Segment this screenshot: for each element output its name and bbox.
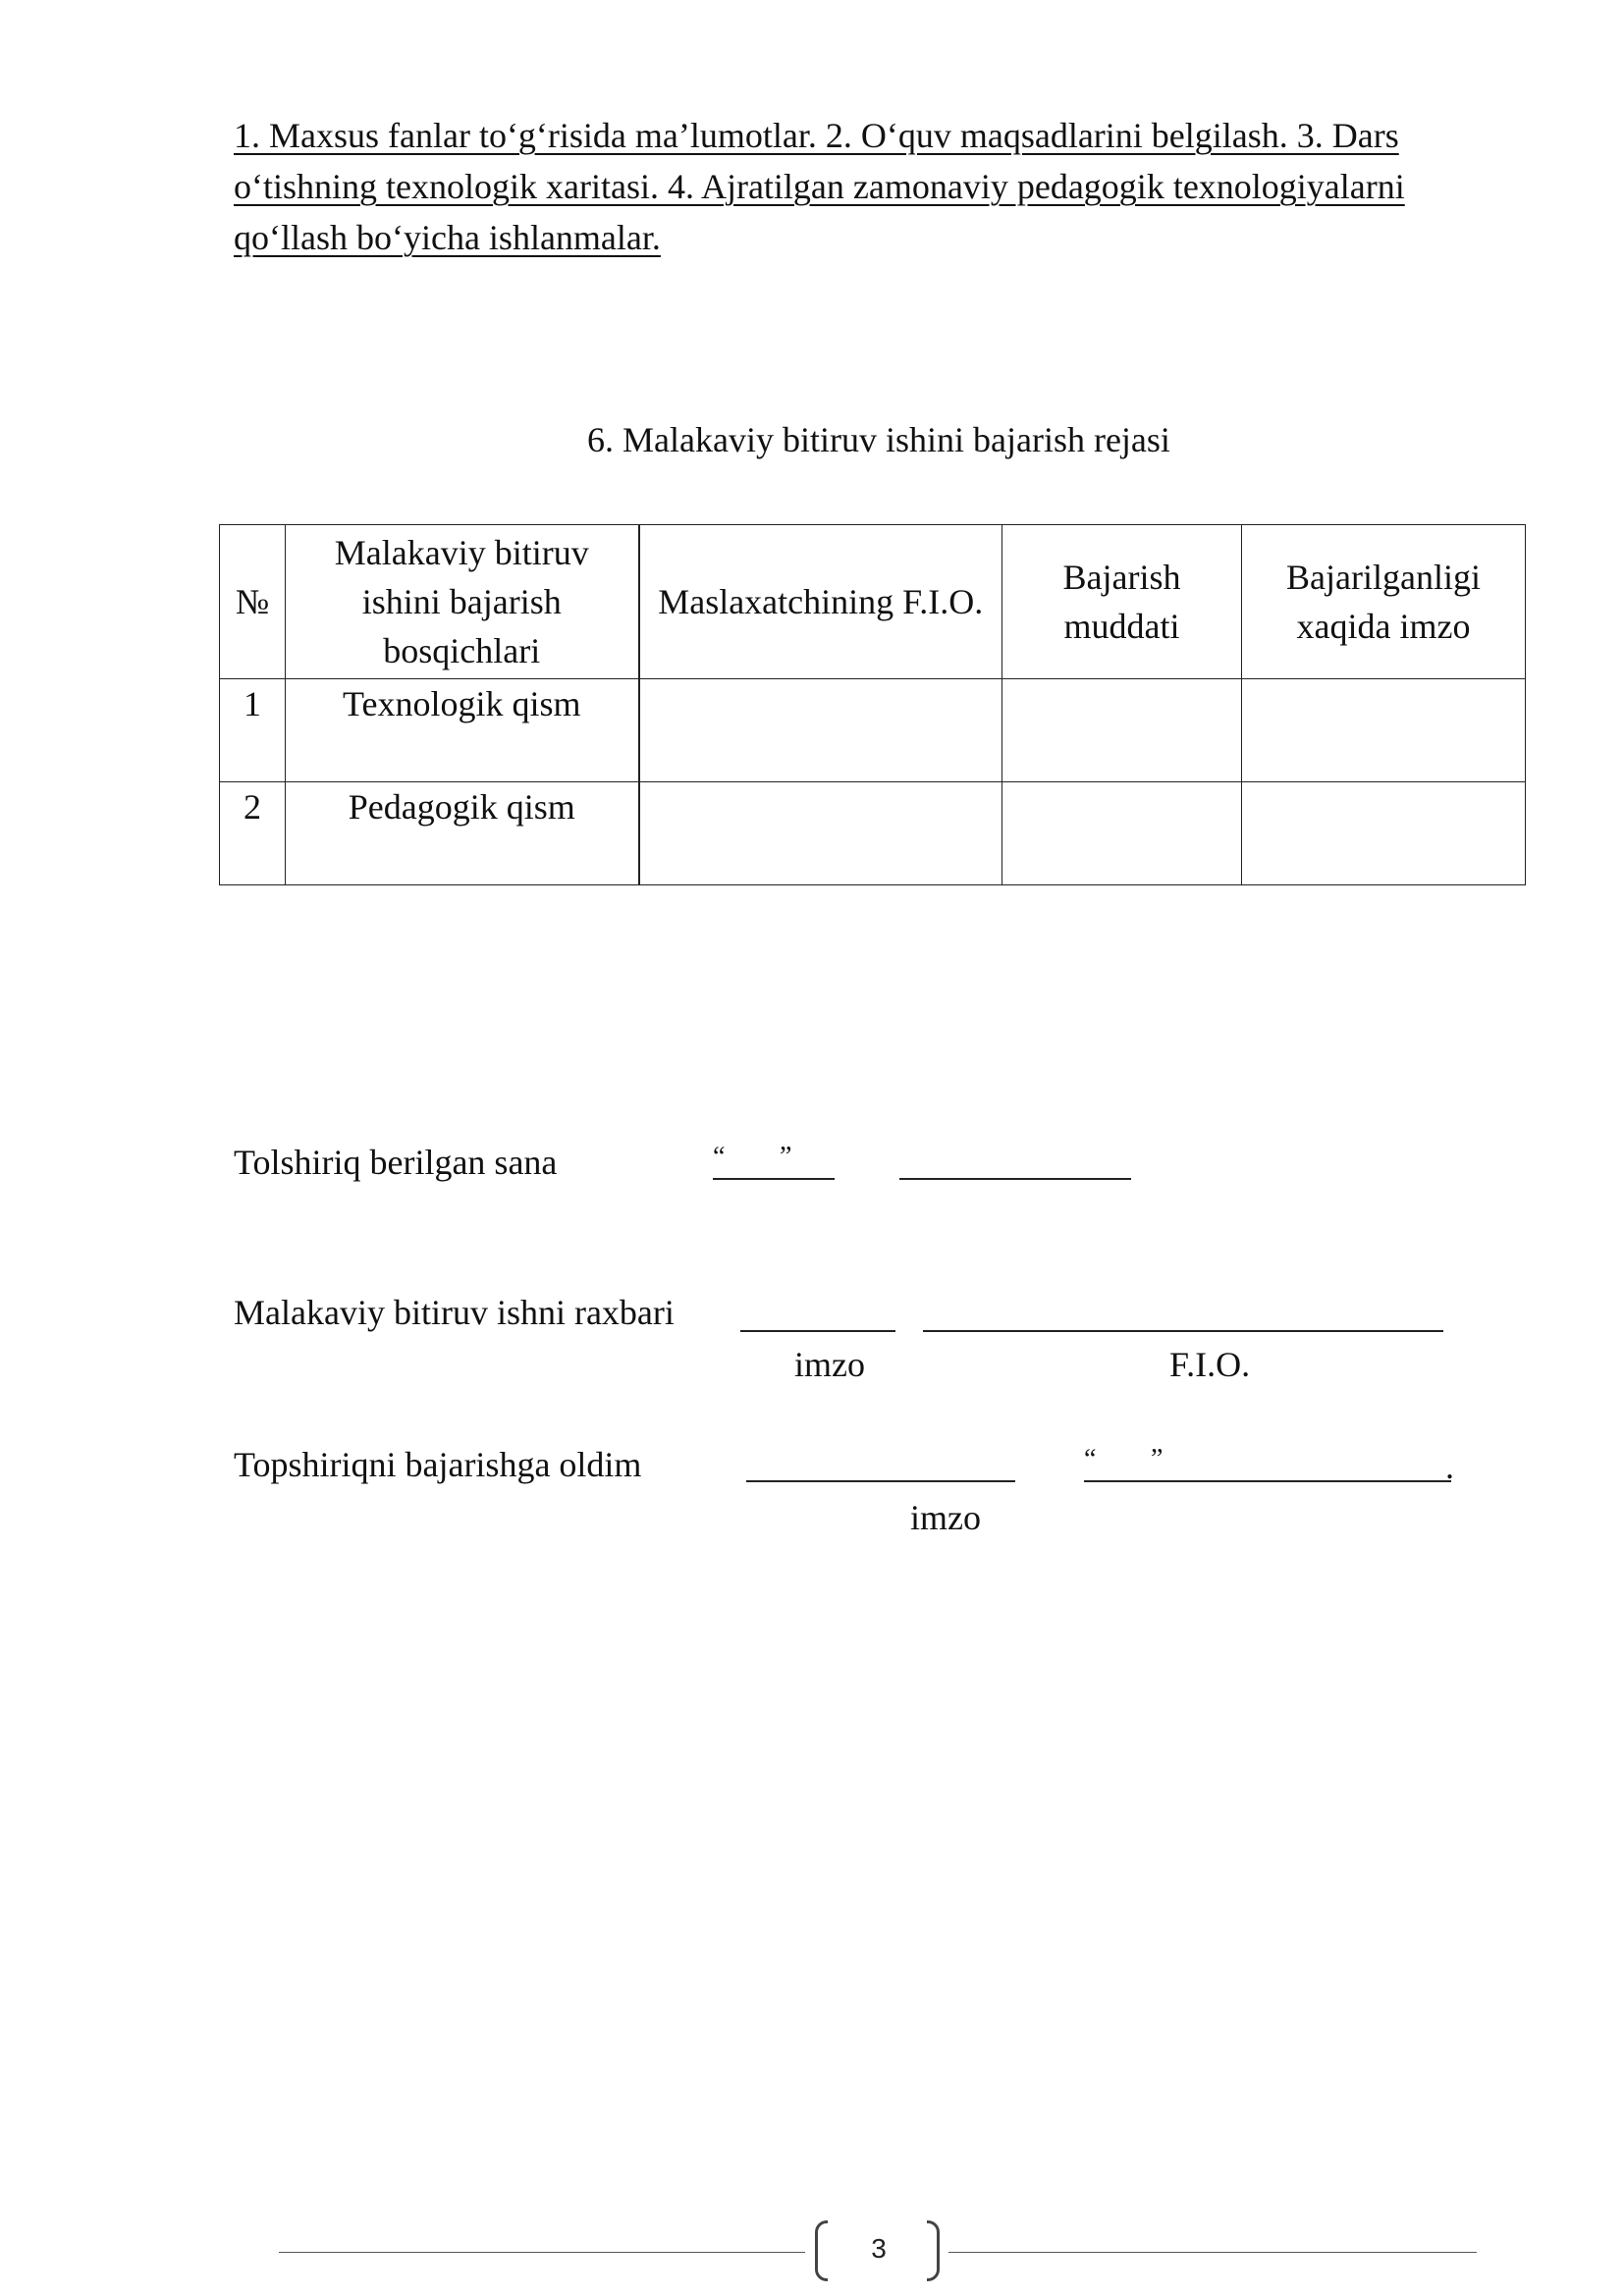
supervisor-name-caption: F.I.O. <box>1168 1345 1251 1384</box>
row-number: 1 <box>220 679 286 782</box>
accepted-label: Topshiriqni bajarishga oldim <box>234 1445 642 1484</box>
row-signature-cell[interactable] <box>1242 679 1526 782</box>
row-deadline-cell[interactable] <box>1002 782 1242 885</box>
issued-date-close-quote: ” <box>780 1142 792 1172</box>
row-stage: Texnologik qism <box>286 679 639 782</box>
supervisor-signature-line[interactable] <box>740 1330 895 1332</box>
issued-date-open-quote: “ <box>713 1142 726 1172</box>
supervisor-name-line[interactable] <box>923 1330 1443 1332</box>
footer-right-rule <box>948 2252 1477 2253</box>
intro-paragraph: 1. Maxsus fanlar to‘g‘risida ma’lumotlar. 2. O‘quv maqsadlarini belgilash. 3. Dars o‘tishning texnologik xaritasi. 4. Ajratilgan zamonaviy pedagogik texnologiyalarni qo‘llash bo‘yicha ishlanmalar. <box>234 116 1405 257</box>
row-advisor-cell[interactable] <box>639 782 1002 885</box>
plan-table <box>219 524 1526 885</box>
section-title: 6. Malakaviy bitiruv ishini bajarish rejasi <box>587 420 1170 459</box>
page-number-right-bracket-icon <box>927 2220 940 2281</box>
accepted-date-line[interactable] <box>1084 1480 1451 1482</box>
footer-left-rule <box>279 2252 805 2253</box>
issued-date-label: Tolshiriq berilgan sana <box>234 1143 558 1182</box>
page-number-left-bracket-icon <box>815 2220 828 2281</box>
header-advisor: Maslaxatchining F.I.O. <box>639 525 1002 679</box>
accepted-signature-caption: imzo <box>910 1498 981 1537</box>
header-signature: Bajarilganligi xaqida imzo <box>1242 525 1526 679</box>
supervisor-signature-caption: imzo <box>794 1345 865 1384</box>
issued-date-day-line[interactable] <box>713 1178 835 1180</box>
header-stages: Malakaviy bitiruv ishini bajarish bosqichlari <box>286 525 639 679</box>
row-stage: Pedagogik qism <box>286 782 639 885</box>
row-deadline-cell[interactable] <box>1002 679 1242 782</box>
row-signature-cell[interactable] <box>1242 782 1526 885</box>
accepted-signature-line[interactable] <box>746 1480 1015 1482</box>
table-header-row <box>220 525 1526 679</box>
accepted-end-mark: . <box>1445 1447 1454 1486</box>
header-number: № <box>220 525 286 679</box>
issued-date-month-line[interactable] <box>899 1178 1131 1180</box>
row-number: 2 <box>220 782 286 885</box>
accepted-date-open-quote: “ <box>1084 1444 1097 1474</box>
header-deadline: Bajarish muddati <box>1002 525 1242 679</box>
accepted-date-close-quote: ” <box>1151 1444 1164 1474</box>
table-row <box>220 679 1526 782</box>
table-row <box>220 782 1526 885</box>
page-number: 3 <box>871 2233 887 2264</box>
row-advisor-cell[interactable] <box>639 679 1002 782</box>
supervisor-label: Malakaviy bitiruv ishni raxbari <box>234 1293 675 1332</box>
